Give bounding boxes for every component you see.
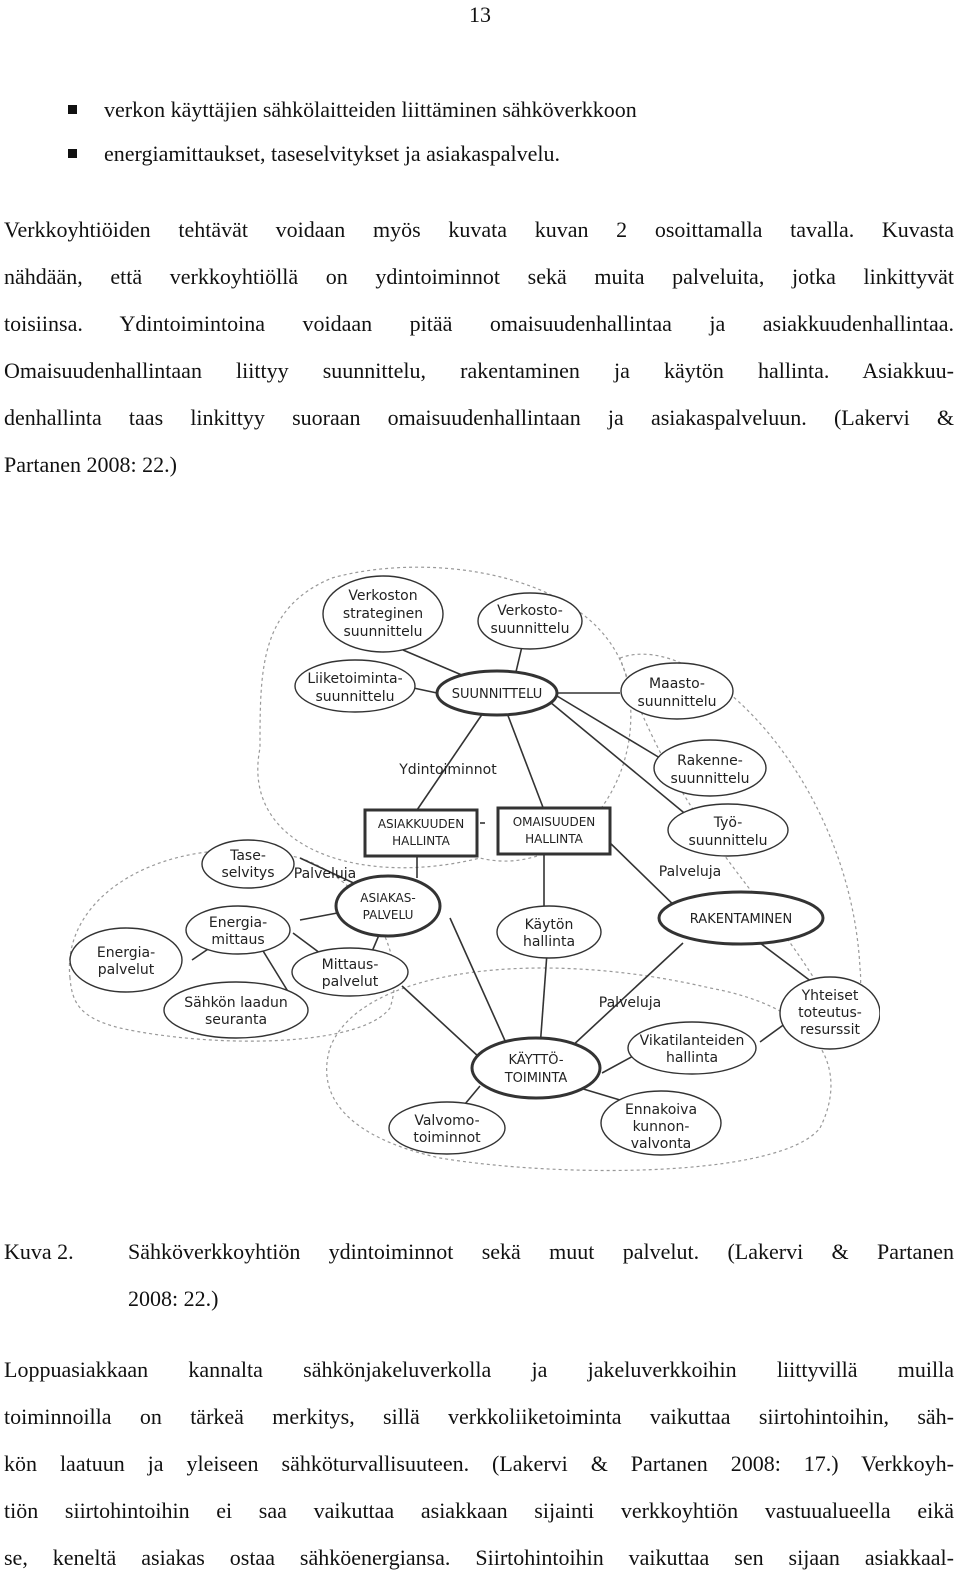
text-line: denhallinta taas linkittyy suoraan omaisuudenhallintaan ja asiakaspalveluun. (Lakervi & bbox=[4, 405, 954, 430]
text-line: Loppuasiakkaan kannalta sähkönjakeluverkolla ja jakeluverkkoihin liittyvillä muilla bbox=[4, 1357, 954, 1382]
text-line: se, keneltä asiakas ostaa sähköenergiansa. Siirtohintoihin vaikuttaa sen sijaan asiakkaal- bbox=[4, 1545, 954, 1570]
text-line: tiön siirtohintoihin ei saa vaikuttaa asiakkaan sijainti verkkoyhtiön vastuualueella eikä bbox=[4, 1498, 954, 1523]
node-label: resurssit bbox=[800, 1022, 860, 1038]
node-label: strateginen bbox=[342, 606, 424, 622]
node-label: valvonta bbox=[630, 1136, 692, 1152]
node-label: Vikatilanteiden bbox=[639, 1033, 745, 1049]
node-label: HALLINTA bbox=[392, 834, 450, 848]
node-label: palvelut bbox=[97, 962, 155, 978]
node-label: OMAISUUDEN bbox=[512, 815, 596, 829]
node-label: hallinta bbox=[522, 934, 576, 950]
node-label: suunnittelu bbox=[343, 624, 423, 640]
text-line: toisiinsa. Ydintoimintoina voidaan pitää omaisuudenhallintaa ja asiakkuudenhallintaa. bbox=[4, 311, 954, 336]
node-label: suunnittelu bbox=[688, 833, 768, 849]
connector-line bbox=[402, 986, 480, 1058]
node-label: Työ- bbox=[713, 815, 743, 831]
bullet-item: verkon käyttäjien sähkölaitteiden liittäminen sähköverkkoon bbox=[66, 88, 637, 132]
connector-line bbox=[540, 953, 547, 1048]
bullet-list bbox=[66, 88, 637, 176]
group-label-palveluja-left: Palveluja bbox=[293, 866, 357, 882]
node-label: suunnittelu bbox=[637, 694, 717, 710]
caption-line: Sähköverkkoyhtiön ydintoiminnot sekä muut palvelut. (Lakervi & Partanen bbox=[128, 1239, 954, 1264]
node-label: Energia- bbox=[96, 945, 156, 961]
group-label-palveluja-bottom: Palveluja bbox=[598, 995, 662, 1011]
text-line: Partanen 2008: 22.) bbox=[4, 452, 177, 477]
node-ellipse-kayttotoiminta bbox=[472, 1038, 600, 1098]
caption-text bbox=[128, 1228, 954, 1322]
caption-number: Kuva 2. bbox=[4, 1239, 74, 1264]
node-label: suunnittelu bbox=[670, 771, 750, 787]
node-label: Rakenne- bbox=[677, 753, 743, 769]
node-label: TOIMINTA bbox=[504, 1071, 568, 1086]
node-label: PALVELU bbox=[362, 908, 414, 922]
node-label: suunnittelu bbox=[315, 689, 395, 705]
node-label: hallinta bbox=[665, 1050, 719, 1066]
paragraph-intro bbox=[4, 206, 954, 488]
node-label: toiminnot bbox=[413, 1130, 481, 1146]
square-bullet-icon bbox=[68, 105, 77, 114]
node-label: Liiketoiminta- bbox=[307, 671, 403, 687]
page-number: 13 bbox=[469, 2, 491, 27]
node-label: selvitys bbox=[221, 865, 275, 881]
node-label: palvelut bbox=[321, 974, 379, 990]
node-label: KÄYTTÖ- bbox=[508, 1053, 564, 1068]
node-label: Sähkön laadun bbox=[184, 995, 288, 1011]
node-label: Mittaus- bbox=[321, 957, 379, 973]
node-label: Verkosto- bbox=[497, 603, 563, 619]
node-label: suunnittelu bbox=[490, 621, 570, 637]
node-label: RAKENTAMINEN bbox=[689, 912, 793, 927]
text-line: Omaisuudenhallintaan liittyy suunnittelu, rakentaminen ja käytön hallinta. Asiakkuu- bbox=[4, 358, 954, 383]
text-line: toiminnoilla on tärkeä merkitys, sillä verkkoliiketoiminta vaikuttaa siirtohintoihin, säh- bbox=[4, 1404, 954, 1429]
node-label: ASIAKAS- bbox=[360, 891, 416, 905]
node-label: SUUNNITTELU bbox=[451, 687, 543, 702]
node-label: toteutus- bbox=[798, 1005, 862, 1021]
square-bullet-icon bbox=[68, 149, 77, 158]
node-label: ASIAKKUUDEN bbox=[377, 817, 465, 831]
node-label: Yhteiset bbox=[801, 988, 859, 1004]
text-line: kön laatuun ja yleiseen sähköturvallisuuteen. (Lakervi & Partanen 2008: 17.) Verkkoyh- bbox=[4, 1451, 954, 1476]
node-label: kunnon- bbox=[632, 1119, 690, 1135]
node-label: Ennakoiva bbox=[624, 1102, 698, 1118]
node-label: mittaus bbox=[211, 932, 265, 948]
figure-network-diagram bbox=[60, 548, 880, 1188]
node-label: Maasto- bbox=[649, 676, 705, 692]
bullet-item: energiamittaukset, taseselvitykset ja asiakaspalvelu. bbox=[66, 132, 637, 176]
diagram-svg bbox=[60, 548, 880, 1188]
node-ellipse-asiakaspalvelu bbox=[336, 876, 440, 936]
group-label-palveluja-right: Palveluja bbox=[658, 864, 722, 880]
node-label: Tase- bbox=[230, 848, 266, 864]
node-label: Verkoston bbox=[348, 588, 418, 604]
node-label: seuranta bbox=[204, 1012, 268, 1028]
text-line: nähdään, että verkkoyhtiöllä on ydintoiminnot sekä muita palveluita, jotka linkittyvät bbox=[4, 264, 954, 289]
node-label: HALLINTA bbox=[525, 832, 583, 846]
connector-line bbox=[507, 713, 544, 810]
paragraph-body bbox=[4, 1346, 954, 1581]
node-label: Valvomo- bbox=[414, 1113, 480, 1129]
text-line: Verkkoyhtiöiden tehtävät voidaan myös kuvata kuvan 2 osoittamalla tavalla. Kuvasta bbox=[4, 217, 954, 242]
group-label-ydintoiminnot: Ydintoiminnot bbox=[399, 762, 497, 778]
node-label: Käytön bbox=[524, 917, 574, 933]
caption-line: 2008: 22.) bbox=[128, 1286, 219, 1311]
node-label: Energia- bbox=[208, 915, 268, 931]
